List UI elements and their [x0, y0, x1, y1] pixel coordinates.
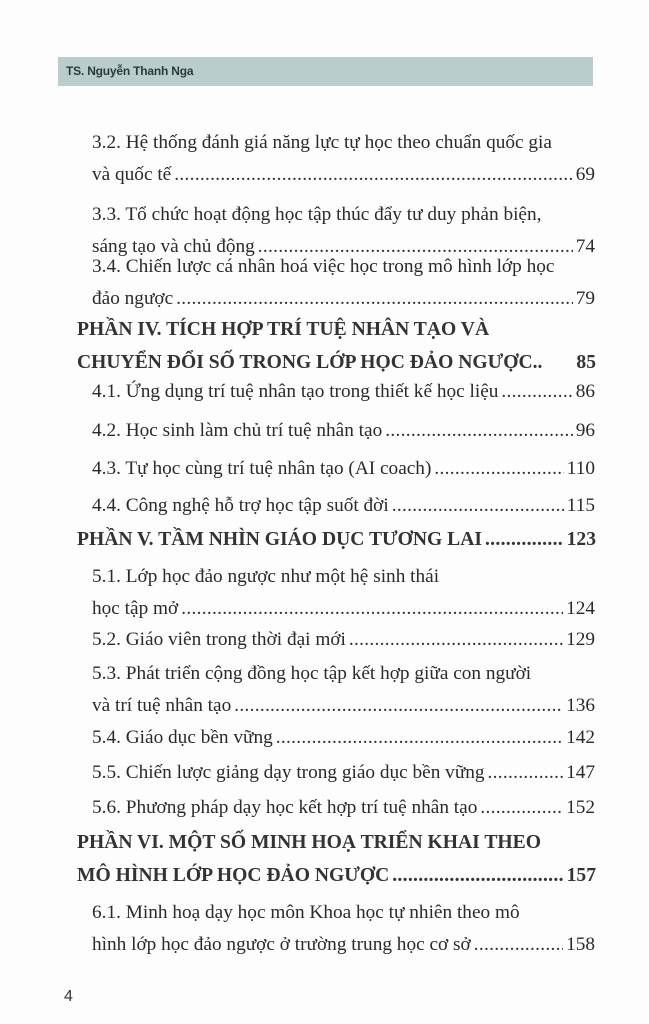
toc-entry-title: 5.3. Phát triển cộng đồng học tập kết hợp giữa con người: [92, 663, 532, 684]
toc-part-title: CHUYỂN ĐỔI SỐ TRONG LỚP HỌC ĐẢO NGƯỢC..: [77, 352, 543, 373]
toc-entry-page: 115: [566, 495, 595, 516]
toc-entry-title: 4.4. Công nghệ hỗ trợ học tập suốt đời: [92, 495, 389, 516]
toc-entry-title: 4.3. Tự học cùng trí tuệ nhân tạo (AI coach): [92, 458, 432, 479]
toc-entry-title: 4.1. Ứng dụng trí tuệ nhân tạo trong thiết kế học liệu: [92, 381, 499, 402]
toc-entry[interactable]: [92, 415, 595, 447]
toc-entry-title: 5.1. Lớp học đảo ngược như một hệ sinh thái: [92, 566, 440, 587]
toc-entry-title: và trí tuệ nhân tạo: [92, 695, 232, 716]
toc-entry[interactable]: [92, 757, 595, 789]
toc-entry-title: học tập mở: [92, 598, 179, 619]
toc-entry[interactable]: [92, 624, 595, 656]
toc-entry-title: hình lớp học đảo ngược ở trường trung học cơ sở: [92, 934, 471, 955]
dot-leader: [349, 624, 563, 656]
toc-entry-title: sáng tạo và chủ động: [92, 236, 255, 257]
toc-entry-title: 3.3. Tổ chức hoạt động học tập thúc đẩy tư duy phản biện,: [92, 204, 542, 225]
toc-entry-title: 5.6. Phương pháp dạy học kết hợp trí tuệ nhân tạo: [92, 797, 478, 818]
dot-leader: [392, 859, 563, 892]
toc-part-title: PHẦN VI. MỘT SỐ MINH HOẠ TRIỂN KHAI THEO: [77, 832, 541, 853]
toc-part-heading[interactable]: [77, 313, 596, 379]
dot-leader: [480, 792, 563, 824]
toc-entry[interactable]: [92, 127, 595, 191]
dot-leader: [176, 283, 573, 315]
toc-entry-title: 5.5. Chiến lược giảng dạy trong giáo dục bền vững: [92, 762, 485, 783]
toc-part-title: PHẦN IV. TÍCH HỢP TRÍ TUỆ NHÂN TẠO VÀ: [77, 319, 490, 340]
toc-entry-page: 157: [566, 865, 596, 886]
toc-entry[interactable]: [92, 453, 595, 485]
toc-entry-title: 5.2. Giáo viên trong thời đại mới: [92, 629, 346, 650]
dot-leader: [276, 722, 563, 754]
toc-entry-page: 136: [566, 695, 595, 716]
toc-entry[interactable]: [92, 490, 595, 522]
toc-entry-page: 124: [566, 598, 595, 619]
toc-entry-page: 74: [575, 236, 595, 257]
dot-leader: [501, 376, 572, 408]
toc-entry-title: 4.2. Học sinh làm chủ trí tuệ nhân tạo: [92, 420, 383, 441]
toc-entry-page: 158: [566, 934, 595, 955]
toc-entry-title: 5.4. Giáo dục bền vững: [92, 727, 273, 748]
dot-leader: [234, 690, 563, 722]
toc-entry-page: 152: [566, 797, 595, 818]
dot-leader: [385, 415, 572, 447]
dot-leader: [474, 929, 563, 961]
toc-entry-page: 123: [566, 529, 596, 550]
running-header: [58, 57, 593, 86]
toc-entry[interactable]: [92, 722, 595, 754]
toc-entry[interactable]: [92, 897, 595, 961]
toc-entry-page: 69: [575, 164, 595, 185]
dot-leader: [181, 593, 563, 625]
toc-entry-page: 85: [576, 352, 596, 373]
toc-part-title: PHẦN V. TẦM NHÌN GIÁO DỤC TƯƠNG LAI: [77, 529, 482, 550]
toc-entry[interactable]: [92, 792, 595, 824]
toc-entry-page: 110: [566, 458, 595, 479]
toc-entry[interactable]: [92, 561, 595, 625]
toc-entry[interactable]: [92, 251, 595, 315]
toc-entry-page: 96: [575, 420, 595, 441]
dot-leader: [488, 757, 564, 789]
dot-leader: [485, 523, 564, 556]
dot-leader: [434, 453, 563, 485]
toc-entry-title: 6.1. Minh hoạ dạy học môn Khoa học tự nhiên theo mô: [92, 902, 520, 923]
dot-leader: [392, 490, 564, 522]
toc-entry-page: 142: [566, 727, 595, 748]
toc-entry-title: đảo ngược: [92, 288, 174, 309]
toc-entry-page: 86: [575, 381, 595, 402]
toc-entry-title: 3.2. Hệ thống đánh giá năng lực tự học theo chuẩn quốc gia: [92, 132, 552, 153]
toc-entry-page: 129: [566, 629, 595, 650]
toc-entry-page: 147: [566, 762, 595, 783]
toc-entry-title: 3.4. Chiến lược cá nhân hoá việc học trong mô hình lớp học: [92, 256, 555, 277]
toc-part-title: MÔ HÌNH LỚP HỌC ĐẢO NGƯỢC: [77, 865, 390, 886]
toc-entry[interactable]: [92, 658, 595, 722]
toc-part-heading[interactable]: [77, 523, 596, 556]
toc-part-heading[interactable]: [77, 826, 596, 892]
toc-entry-page: 79: [575, 288, 595, 309]
toc-entry-title: và quốc tế: [92, 164, 172, 185]
dot-leader: [174, 159, 572, 191]
header-author: TS. Nguyễn Thanh Nga: [66, 64, 194, 78]
toc-entry[interactable]: [92, 376, 595, 408]
page-number: 4: [64, 988, 73, 1005]
